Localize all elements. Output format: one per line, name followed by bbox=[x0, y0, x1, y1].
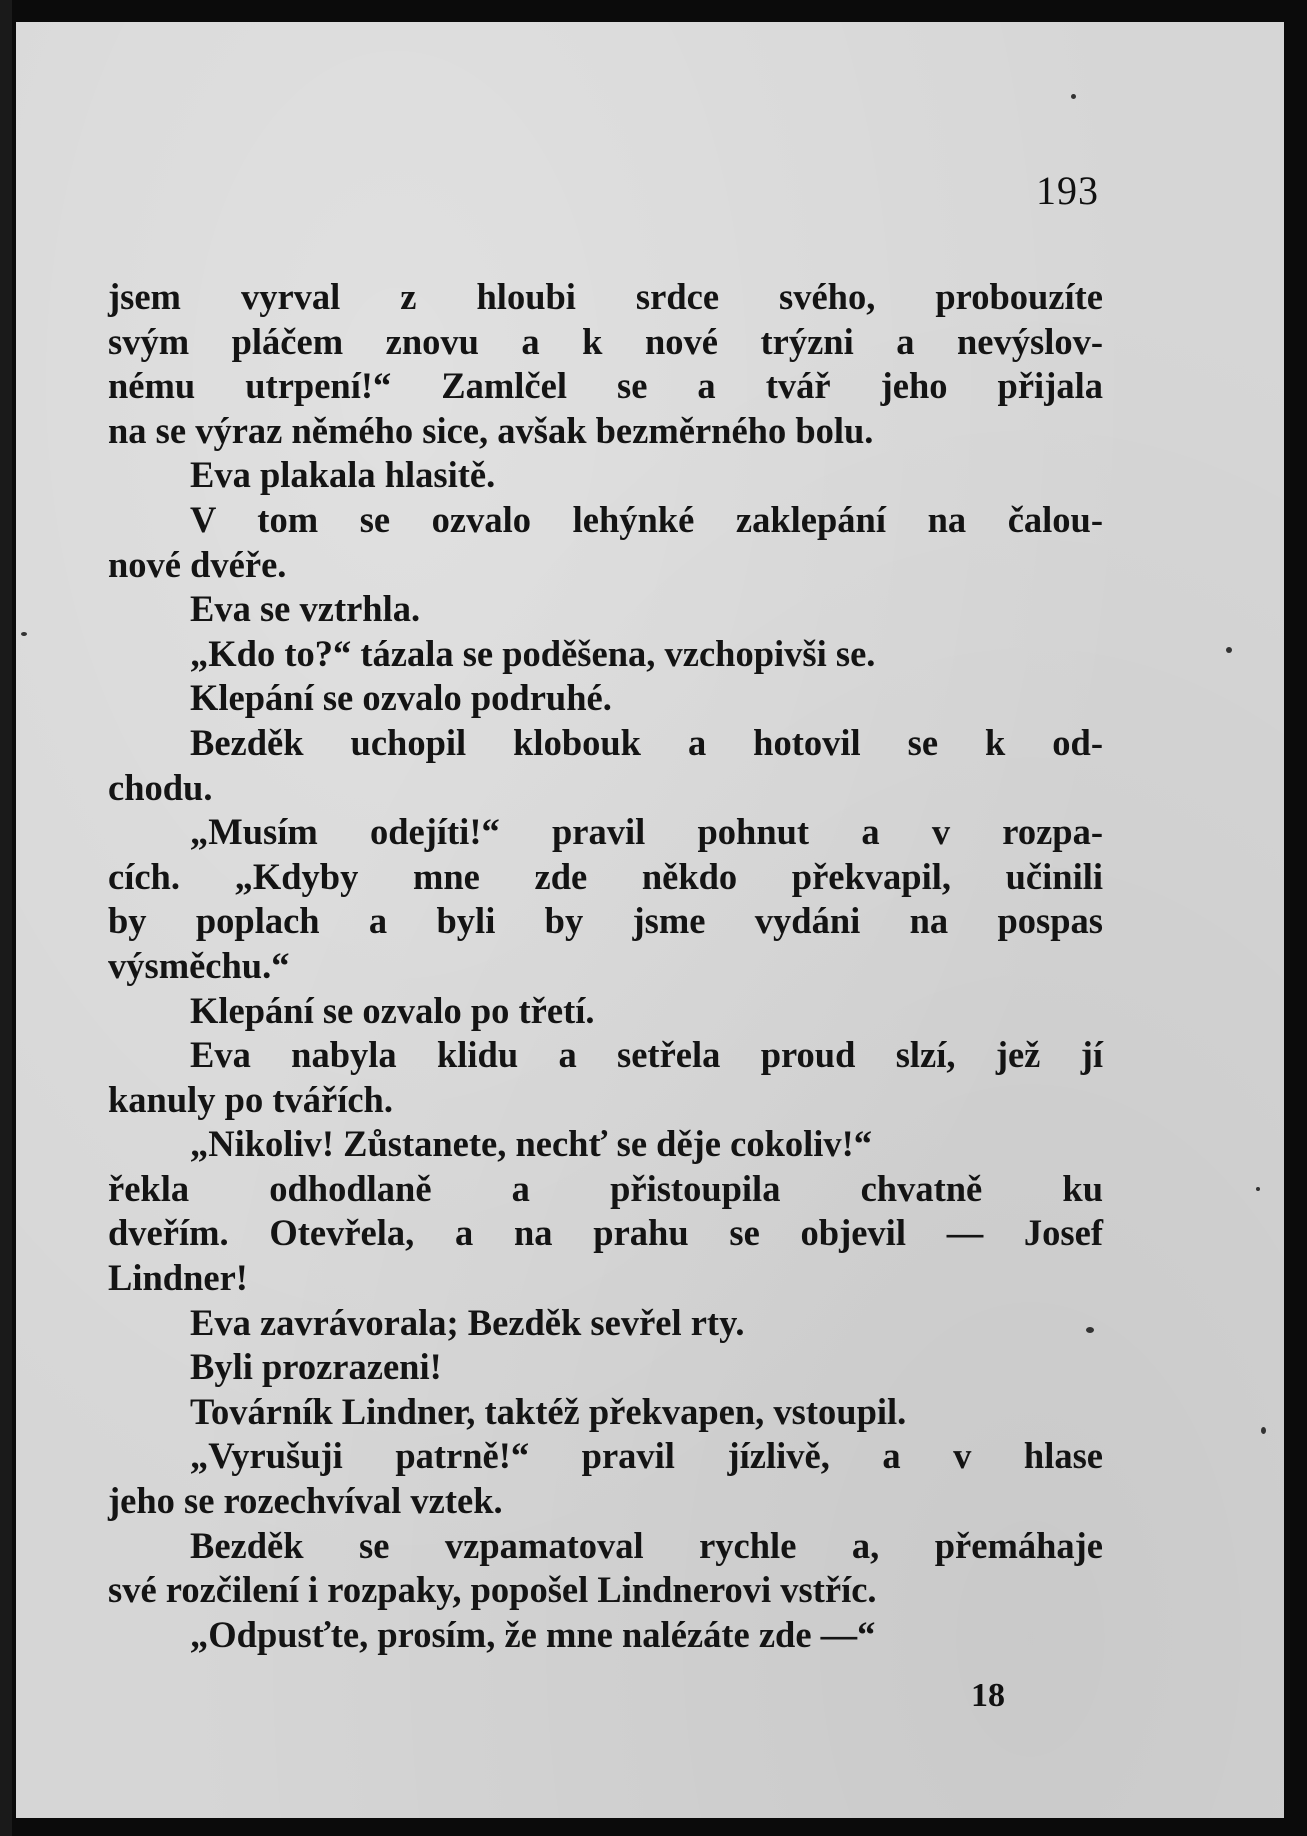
text-line: Klepání se ozvalo podruhé. bbox=[190, 677, 612, 719]
text-line: Bezděk uchopil klobouk a hotovil se k od- bbox=[190, 721, 1103, 763]
dust-speck bbox=[1261, 1427, 1266, 1434]
dust-speck bbox=[1256, 1187, 1260, 1191]
dust-speck bbox=[21, 632, 27, 636]
text-line: Lindner! bbox=[108, 1257, 248, 1299]
text-line: nému utrpení!“ Zamlčel se a tvář jeho přijala bbox=[108, 365, 1103, 407]
text-line: chodu. bbox=[108, 766, 213, 808]
text-line: cích. „Kdyby mne zde někdo překvapil, učinili bbox=[108, 855, 1103, 897]
text-line: kanuly po tvářích. bbox=[108, 1078, 393, 1120]
printer-signature-mark: 18 bbox=[971, 1677, 1005, 1714]
text-line: dveřím. Otevřela, a na prahu se objevil — Josef bbox=[108, 1212, 1103, 1254]
dust-speck bbox=[1071, 94, 1076, 99]
text-line: výsměchu.“ bbox=[108, 944, 290, 986]
text-line: by poplach a byli by jsme vydáni na pospas bbox=[108, 900, 1103, 942]
text-line: jsem vyrval z hloubi srdce svého, probouzíte bbox=[108, 276, 1103, 317]
text-line: V tom se ozvalo lehýnké zaklepání na čalou- bbox=[190, 498, 1103, 540]
text-line: svým pláčem znovu a k nové trýzni a nevýslov- bbox=[108, 320, 1103, 362]
dust-speck bbox=[1226, 647, 1232, 653]
text-line: Byli prozrazeni! bbox=[190, 1346, 442, 1388]
text-line: Klepání se ozvalo po třetí. bbox=[190, 989, 595, 1031]
text-line: na se výraz němého sice, avšak bezměrného bolu. bbox=[108, 409, 874, 451]
text-line: Eva plakala hlasitě. bbox=[190, 454, 496, 496]
text-line: „Vyrušuji patrně!“ pravil jízlivě, a v hlase bbox=[190, 1435, 1103, 1477]
book-page bbox=[16, 22, 1284, 1818]
binding-edge bbox=[0, 0, 12, 1836]
text-line: Továrník Lindner, taktéž překvapen, vstoupil. bbox=[190, 1390, 907, 1432]
text-line: nové dvéře. bbox=[108, 543, 287, 585]
text-line: Eva se vztrhla. bbox=[190, 588, 421, 630]
text-line: své rozčilení i rozpaky, popošel Lindnerovi vstříc. bbox=[108, 1569, 877, 1611]
page-number: 193 bbox=[1036, 168, 1099, 213]
text-line: Bezděk se vzpamatoval rychle a, přemáhaje bbox=[190, 1524, 1103, 1566]
text-line: Eva zavrávorala; Bezděk sevřel rty. bbox=[190, 1301, 745, 1343]
text-line: řekla odhodlaně a přistoupila chvatně ku bbox=[108, 1167, 1103, 1209]
dust-speck bbox=[1086, 1327, 1094, 1333]
text-line: „Kdo to?“ tázala se poděšena, vzchopivši se. bbox=[190, 632, 876, 674]
text-line: „Musím odejíti!“ pravil pohnut a v rozpa- bbox=[190, 811, 1103, 853]
body-text bbox=[108, 275, 1103, 1657]
text-line: Eva nabyla klidu a setřela proud slzí, jež jí bbox=[190, 1034, 1103, 1076]
text-line: „Odpusťte, prosím, že mne nalézáte zde —“ bbox=[190, 1613, 876, 1655]
text-line: „Nikoliv! Zůstanete, nechť se děje cokoliv!“ bbox=[190, 1123, 873, 1165]
text-line: jeho se rozechvíval vztek. bbox=[108, 1480, 503, 1522]
